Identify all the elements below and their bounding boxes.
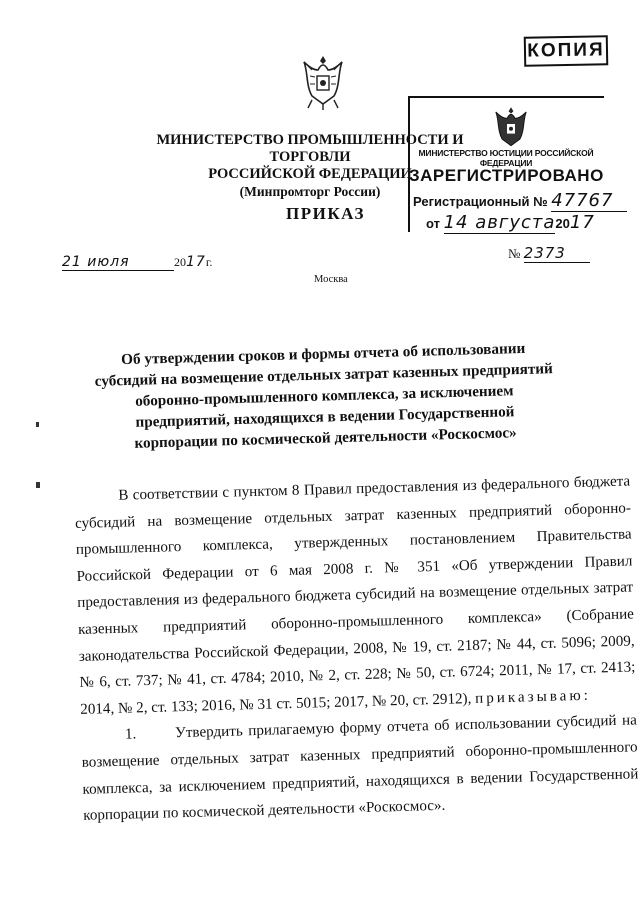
order-number-value: 2373	[524, 244, 590, 263]
order-year-prefix: 20	[174, 255, 186, 269]
ministry-short-name: (Минпромторг России)	[239, 184, 381, 199]
order-year-value: 17	[186, 254, 206, 270]
registration-year-value: 17	[569, 212, 595, 233]
order-city: Москва	[314, 274, 348, 285]
order-date	[62, 254, 212, 271]
registration-number-label: Регистрационный №	[413, 194, 548, 209]
body-paragraph	[74, 468, 636, 723]
document-heading: Об утверждении сроков и формы отчета об использовании субсидий на возмещение отдельных затрат казенных предприятий оборонно-промышленного комплекса, за исключением предприятий, находящихся в ведении Государственной корпорации по космической деятельности «Роскосмос»	[94, 339, 554, 452]
registration-year-prefix: 20	[555, 216, 570, 231]
registration-number-value: 47767	[551, 190, 627, 212]
document-body	[74, 468, 639, 829]
order-item	[81, 708, 640, 830]
copy-stamp: КОПИЯ	[524, 35, 609, 66]
registration-date-label: от	[426, 216, 440, 231]
order-title: ПРИКАЗ	[286, 204, 365, 223]
order-number-label: №	[508, 246, 521, 261]
order-number	[508, 244, 590, 263]
order-item-number: 1.	[124, 726, 137, 744]
registration-number-row	[413, 190, 627, 212]
registration-date-row	[426, 212, 595, 234]
ministry-name: МИНИСТЕРСТВО ПРОМЫШЛЕННОСТИ И ТОРГОВЛИ	[156, 132, 464, 165]
order-item-text: Утвердить прилагаемую форму отчета об использовании субсидий на возмещение отдельных затрат казенных предприятий оборонно-промышленного комплекса, за исключением предприятий, находящихся в ведении Государственной корпорации по космической деятельности «Роскосмос».	[81, 712, 639, 824]
order-year-suffix: г.	[205, 255, 213, 269]
registration-authority: МИНИСТЕРСТВО ЮСТИЦИИ РОССИЙСКОЙ ФЕДЕРАЦИИ	[418, 148, 594, 168]
margin-mark	[36, 422, 39, 427]
ministry-country: РОССИЙСКОЙ ФЕДЕРАЦИИ	[208, 166, 412, 182]
body-paragraph-text: В соответствии с пунктом 8 Правил предоставления из федерального бюджета субсидий на возмещение отдельных затрат казенных предприятий оборонно-промышленного комплекса, утвержденных постановлением Правительства Российской Федерации от 6 мая 2008 г. № 351 «Об утверждении Правил предоставления из федерального бюджета субсидий на возмещение отдельных затрат казенных предприятий оборонно-промышленного комплекса» (Собрание законодательства Российской Федерации, 2008, № 19, ст. 2187; № 44, ст. 5096; 2009, № 6, ст. 737; № 41, ст. 4784; 2010, № 2, ст. 228; № 50, ст. 6724; 2011, № 17, ст. 2413; 2014, № 2, ст. 133; 2016, № 31 ст. 5015; 2017, № 20, ст. 2912),	[74, 473, 636, 718]
order-verb: приказываю:	[474, 687, 592, 707]
registration-title: ЗАРЕГИСТРИРОВАНО	[409, 166, 604, 185]
order-date-value: 21 июля	[62, 254, 174, 271]
coat-of-arms-icon	[490, 104, 532, 152]
coat-of-arms-icon	[298, 52, 348, 112]
margin-mark	[36, 482, 40, 488]
registration-date-value: 14 августа	[443, 212, 556, 233]
